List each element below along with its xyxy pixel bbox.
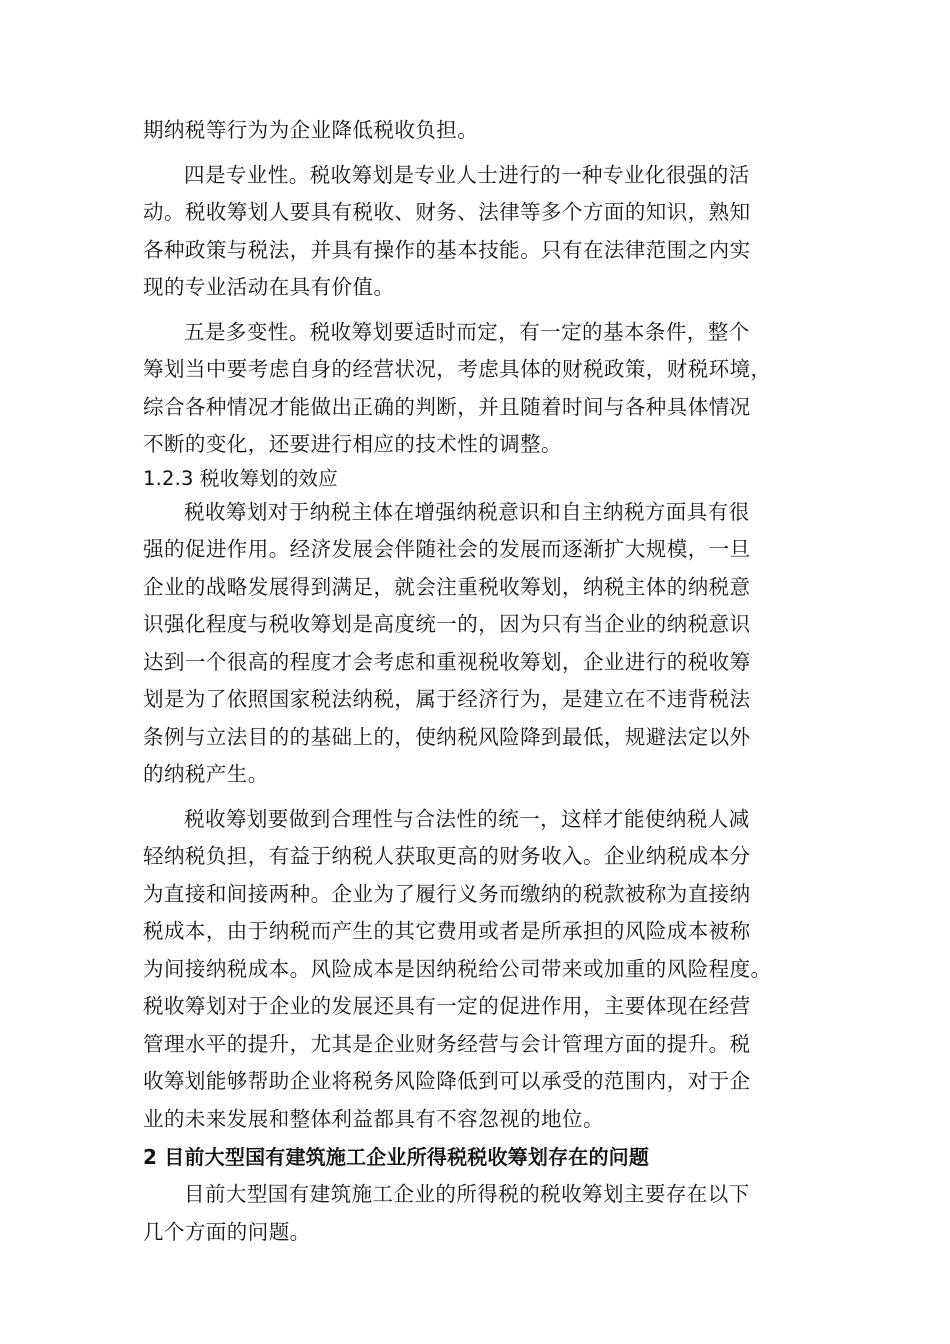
paragraph-line: 识强化程度与税收筹划是高度统一的，因为只有当企业的纳税意识 bbox=[143, 612, 751, 636]
section-heading-1-2-3: 1.2.3 税收筹划的效应 bbox=[143, 466, 338, 490]
paragraph-line: 条例与立法目的的基础上的，使纳税风险降到最低，规避法定以外 bbox=[143, 724, 751, 749]
paragraph-line: 税成本，由于纳税而产生的其它费用或者是所承担的风险成本被称 bbox=[143, 919, 751, 943]
paragraph-line: 轻纳税负担，有益于纳税人获取更高的财务收入。企业纳税成本分 bbox=[143, 844, 751, 868]
paragraph-line: 强的促进作用。经济发展会伴随社会的发展而逐渐扩大规模，一旦 bbox=[143, 537, 751, 561]
paragraph-line: 现的专业活动在具有价值。 bbox=[143, 275, 395, 299]
paragraph-line: 划是为了依照国家税法纳税，属于经济行为，是建立在不违背税法 bbox=[143, 687, 751, 711]
section-heading-2: 2 目前大型国有建筑施工企业所得税税收筹划存在的问题 bbox=[143, 1145, 650, 1169]
paragraph-line: 四是专业性。税收筹划是专业人士进行的一种专业化很强的活 bbox=[184, 162, 750, 187]
paragraph-line: 税收筹划对于纳税主体在增强纳税意识和自主纳税方面具有很 bbox=[184, 499, 750, 524]
paragraph-line: 的纳税产生。 bbox=[143, 762, 269, 786]
paragraph-line: 管理水平的提升，尤其是企业财务经营与会计管理方面的提升。税 bbox=[143, 1031, 751, 1056]
paragraph-line: 五是多变性。税收筹划要适时而定，有一定的基本条件，整个 bbox=[184, 319, 750, 344]
paragraph-line: 业的未来发展和整体利益都具有不容忽视的地位。 bbox=[143, 1106, 604, 1131]
paragraph-line: 收筹划能够帮助企业将税务风险降低到可以承受的范围内，对于企 bbox=[143, 1069, 751, 1093]
paragraph-line: 综合各种情况才能做出正确的判断，并且随着时间与各种具体情况 bbox=[143, 394, 751, 419]
paragraph-line: 为间接纳税成本。风险成本是因纳税给公司带来或加重的风险程度。 bbox=[143, 956, 772, 981]
paragraph-line: 企业的战略发展得到满足，就会注重税收筹划，纳税主体的纳税意 bbox=[143, 574, 751, 599]
paragraph-line: 筹划当中要考虑自身的经营状况，考虑具体的财税政策，财税环境， bbox=[143, 357, 772, 381]
document-body bbox=[143, 112, 823, 1251]
paragraph-line: 动。税收筹划人要具有税收、财务、法律等多个方面的知识，熟知 bbox=[143, 200, 751, 224]
paragraph-line: 不断的变化，还要进行相应的技术性的调整。 bbox=[143, 432, 562, 456]
paragraph-line: 几个方面的问题。 bbox=[143, 1219, 311, 1244]
paragraph-line: 税收筹划要做到合理性与合法性的统一，这样才能使纳税人减 bbox=[184, 806, 750, 831]
paragraph-line: 目前大型国有建筑施工企业的所得税的税收筹划主要存在以下 bbox=[184, 1182, 750, 1206]
paragraph-line: 期纳税等行为为企业降低税收负担。 bbox=[143, 118, 479, 142]
paragraph-line: 税收筹划对于企业的发展还具有一定的促进作用，主要体现在经营 bbox=[143, 994, 751, 1018]
paragraph-line: 为直接和间接两种。企业为了履行义务而缴纳的税款被称为直接纳 bbox=[143, 881, 751, 906]
paragraph-line: 各种政策与税法，并具有操作的基本技能。只有在法律范围之内实 bbox=[143, 237, 751, 262]
paragraph-line: 达到一个很高的程度才会考虑和重视税收筹划，企业进行的税收筹 bbox=[143, 649, 751, 674]
